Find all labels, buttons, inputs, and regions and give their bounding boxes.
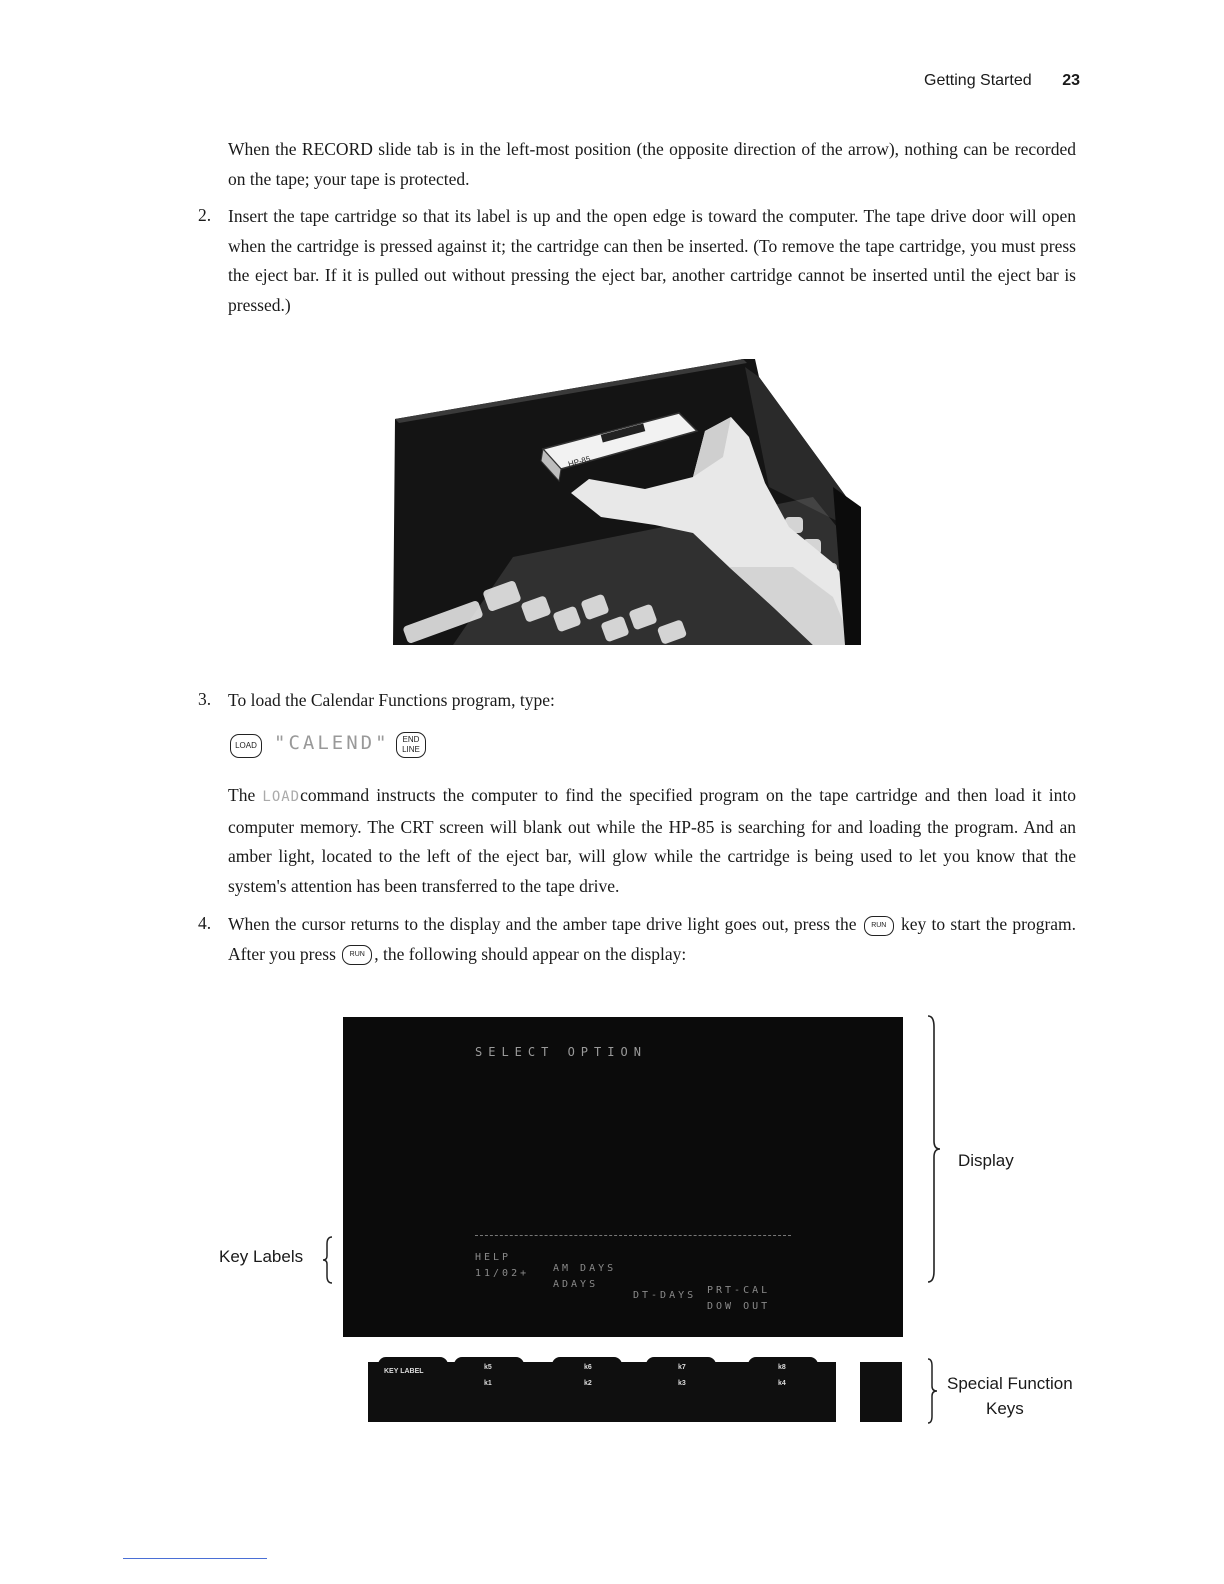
key-label-key: KEY LABEL [384,1368,424,1375]
special-function-keys [368,1362,836,1422]
load-command-line [228,730,528,760]
step-4-part2: key to start the program. After you press [228,914,1077,964]
end-key-line2: LINE [402,745,420,754]
step-4-text [228,910,1076,969]
function-key-k2: k2 [584,1380,592,1387]
page-number: 23 [1062,72,1080,89]
function-key-k8: k8 [778,1364,786,1371]
special-keys-annotation-line1: Special Function [947,1374,1073,1393]
page-header [900,70,1080,94]
key-label: AM DAYS [553,1263,617,1274]
section-title: Getting Started [924,72,1032,89]
cartridge-insertion-photo [393,357,861,645]
step-3-text: To load the Calendar Functions program, type: [228,690,555,710]
function-key-k7: k7 [678,1364,686,1371]
key-label: HELP [475,1252,512,1263]
run-key: RUN [342,945,372,965]
end-key-line1: END [402,735,420,744]
load-explanation-paragraph [228,781,1076,901]
key-label: ADAYS [553,1279,599,1290]
function-key-k5: k5 [484,1364,492,1371]
step-3-number: 3. [198,689,212,709]
display-title: SELECT OPTION [475,1045,647,1059]
step-4-part1: When the cursor returns to the display and the amber tape drive light goes out, press the [228,914,857,934]
step-4-part3: , the following should appear on the display: [374,943,687,964]
step-4-number: 4. [198,913,212,933]
load-explanation-rest: command instructs the computer to find the specified program on the tape cartridge and then load it into computer memory. The CRT screen will blank out while the HP-85 is searching for and loading the program. And an amber light, located to the left of the eject bar, will glow while the cartridge is being used to let you know that the system's attention has been transferred to the tape drive. [228,785,1077,896]
special-keys-annotation-line2: Keys [986,1399,1024,1418]
key-label: DOW OUT [707,1301,771,1312]
special-keys-brace [926,1358,940,1424]
step-2-text: Insert the tape cartridge so that its label is up and the open edge is toward the computer. The tape drive door will open when the cartridge is pressed against it; the cartridge can then be inserted. (To remove the tape cartridge, you must press the eject bar. If it is pulled out without pressing the eject bar, another cartridge cannot be inserted until the eject bar is pressed.) [228,206,1076,315]
bottom-rule [123,1558,267,1559]
function-key-k3: k3 [678,1380,686,1387]
function-key-k6: k6 [584,1364,592,1371]
key-label: PRT-CAL [707,1285,771,1296]
run-key: RUN [864,916,894,936]
key-label: 11/02+ [475,1268,530,1279]
key-label: DT-DAYS [633,1290,697,1301]
load-explanation-prefix: The [228,785,256,805]
load-command-word: LOAD [262,789,301,805]
step-2-number: 2. [198,205,212,225]
key-label-separator [475,1235,791,1236]
cartridge-label-text: HP-85 [567,454,592,469]
display-annotation: Display [958,1151,1014,1170]
crt-display [343,1017,903,1337]
side-key [860,1362,902,1422]
load-key: LOAD [230,734,262,758]
record-note-paragraph: When the RECORD slide tab is in the left-most position (the opposite direction of the arrow), nothing can be recorded on the tape; your tape is protected. [228,139,1076,189]
command-text: "CALEND" [274,732,390,754]
function-key-k4: k4 [778,1380,786,1387]
key-labels-brace [322,1236,336,1284]
key-labels-annotation: Key Labels [219,1247,304,1266]
end-line-key [396,732,426,758]
display-brace [926,1015,946,1283]
function-key-k1: k1 [484,1380,492,1387]
